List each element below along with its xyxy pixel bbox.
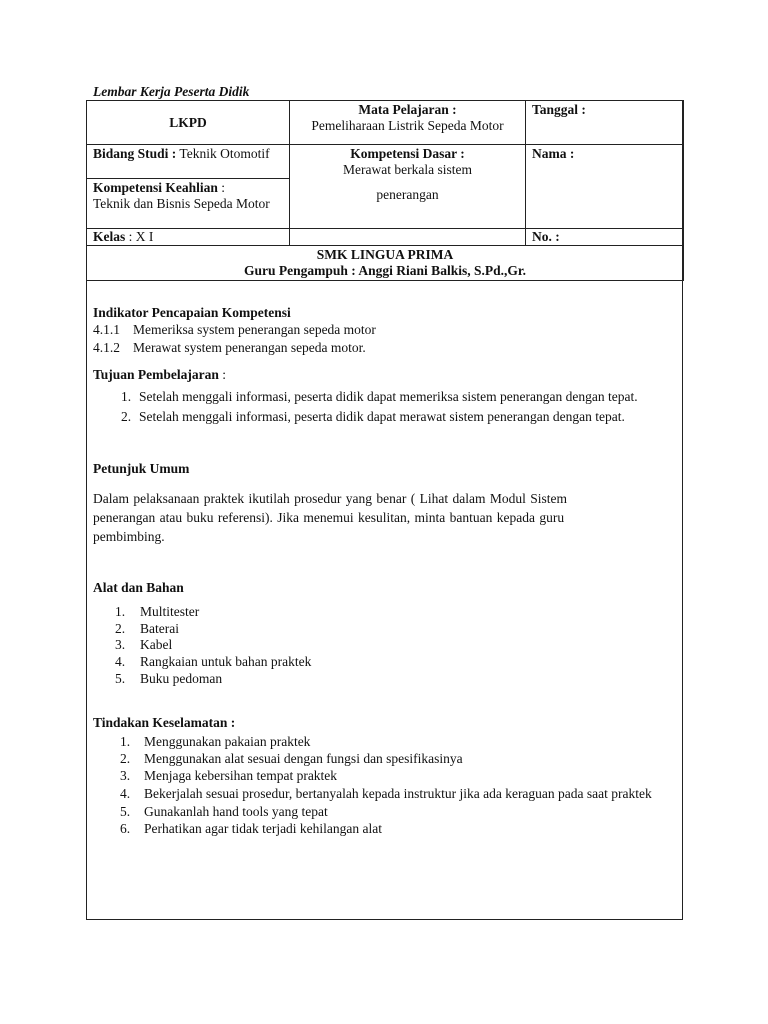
kd-cell: [290, 145, 526, 229]
list-item: [93, 621, 678, 638]
tanggal-cell[interactable]: [526, 101, 684, 145]
kelas-cell: [87, 229, 290, 246]
header-table: [86, 100, 684, 281]
teacher-name: Guru Pengampuh : Anggi Riani Balkis, S.Pd.,Gr.: [244, 263, 526, 278]
item-text: Setelah menggali informasi, peserta didik dapat merawat sistem penerangan dengan tepat.: [139, 408, 625, 424]
item-text: Gunakanlah hand tools yang tepat: [144, 803, 328, 819]
list-item: [93, 321, 678, 339]
item-text: Menjaga kebersihan tempat praktek: [144, 767, 338, 783]
mapel-value: Pemeliharaan Listrik Sepeda Motor: [311, 118, 504, 133]
alat-heading: Alat dan Bahan: [93, 580, 184, 595]
kd-value-line2: penerangan: [376, 187, 439, 202]
list-item: [93, 654, 678, 671]
petunjuk-heading: Petunjuk Umum: [93, 461, 190, 476]
keahlian-sep: :: [217, 180, 226, 195]
item-number: 3.: [120, 767, 131, 783]
item-number: 4.1.1: [93, 322, 120, 337]
tujuan-heading-suffix: :: [218, 367, 227, 382]
lkpd-cell: [87, 101, 290, 145]
item-number: 5.: [120, 803, 131, 819]
keahlian-cell: [87, 179, 290, 229]
mapel-label: Mata Pelajaran :: [358, 102, 457, 117]
item-text: Buku pedoman: [140, 670, 223, 686]
tujuan-heading-line: [93, 366, 678, 383]
school-name: SMK LINGUA PRIMA: [316, 247, 454, 262]
tanggal-label: Tanggal :: [532, 102, 586, 117]
item-text: Perhatikan agar tidak terjadi kehilangan alat: [144, 820, 383, 836]
worksheet-body: [93, 300, 678, 837]
keahlian-label: Kompetensi Keahlian: [93, 180, 218, 195]
alat-list: [93, 604, 678, 688]
item-text: Menggunakan alat sesuai dengan fungsi dan spesifikasinya: [144, 750, 463, 766]
bidang-label: Bidang Studi :: [93, 146, 177, 161]
mapel-cell: [290, 101, 526, 145]
item-number: 2.: [120, 750, 131, 766]
list-item: [93, 407, 678, 427]
item-number: 6.: [120, 820, 131, 836]
keahlian-value: Teknik dan Bisnis Sepeda Motor: [93, 196, 270, 211]
item-text: Rangkaian untuk bahan praktek: [140, 654, 312, 670]
indikator-heading: Indikator Pencapaian Kompetensi: [93, 305, 291, 320]
list-item: [93, 733, 678, 750]
bidang-cell: [87, 145, 290, 179]
item-text: Bekerjalah sesuai prosedur, bertanyalah kepada instruktur jika ada keraguan pada saat praktek: [144, 785, 652, 801]
tujuan-list: [93, 387, 678, 426]
kd-label: Kompetensi Dasar :: [350, 146, 465, 161]
list-item: [93, 387, 678, 407]
petunjuk-section: [93, 460, 678, 546]
list-item: [93, 820, 678, 837]
list-item: [93, 604, 678, 621]
list-item: [93, 339, 678, 357]
list-item: [93, 750, 678, 767]
item-number: 4.: [115, 654, 126, 670]
kelas-empty-cell: [290, 229, 526, 246]
alat-section: [93, 579, 678, 688]
item-text: Setelah menggali informasi, peserta didik dapat memeriksa sistem penerangan dengan tepat.: [139, 389, 638, 404]
list-item: [93, 637, 678, 654]
no-cell[interactable]: [526, 229, 684, 246]
school-cell: [87, 246, 684, 281]
keselamatan-section: [93, 714, 678, 837]
nama-cell[interactable]: [526, 145, 684, 229]
item-number: 2.: [121, 408, 132, 424]
kd-value-line1: Merawat berkala sistem: [343, 162, 472, 177]
item-number: 5.: [115, 670, 126, 686]
item-number: 1.: [121, 389, 132, 404]
item-number: 4.1.2: [93, 340, 120, 355]
list-item: [93, 803, 678, 820]
tujuan-heading: Tujuan Pembelajaran: [93, 367, 219, 382]
list-item: [93, 784, 678, 803]
nama-label: Nama :: [532, 146, 575, 161]
petunjuk-text: Dalam pelaksanaan praktek ikutilah prosedur yang benar ( Lihat dalam Modul Sistem penerangan atau buku referensi). Jika menemui kesulitan, minta bantuan kepada guru pembimbing.: [93, 491, 567, 544]
item-text: Memeriksa system penerangan sepeda motor: [133, 322, 376, 337]
indikator-section: [93, 304, 678, 357]
item-number: 1.: [120, 733, 131, 749]
item-number: 2.: [115, 620, 126, 636]
lkpd-label: LKPD: [169, 114, 207, 130]
item-number: 4.: [120, 785, 131, 801]
list-item: [93, 671, 678, 688]
kelas-label: Kelas: [93, 229, 126, 244]
list-item: [93, 767, 678, 784]
item-text: Multitester: [140, 604, 200, 619]
keselamatan-heading: Tindakan Keselamatan :: [93, 714, 236, 730]
item-number: 3.: [115, 637, 126, 653]
item-text: Kabel: [140, 637, 173, 653]
item-text: Baterai: [140, 620, 179, 636]
bidang-value: Teknik Otomotif: [176, 146, 270, 161]
indikator-list: [93, 321, 678, 357]
document-title: Lembar Kerja Peserta Didik: [93, 84, 250, 99]
item-text: Menggunakan pakaian praktek: [144, 733, 311, 749]
item-text: Merawat system penerangan sepeda motor.: [133, 340, 366, 355]
item-number: 1.: [115, 604, 126, 619]
kelas-value: : X I: [125, 229, 154, 244]
tujuan-section: [93, 366, 678, 426]
no-label: No. :: [532, 229, 560, 244]
keselamatan-list: [93, 733, 678, 837]
